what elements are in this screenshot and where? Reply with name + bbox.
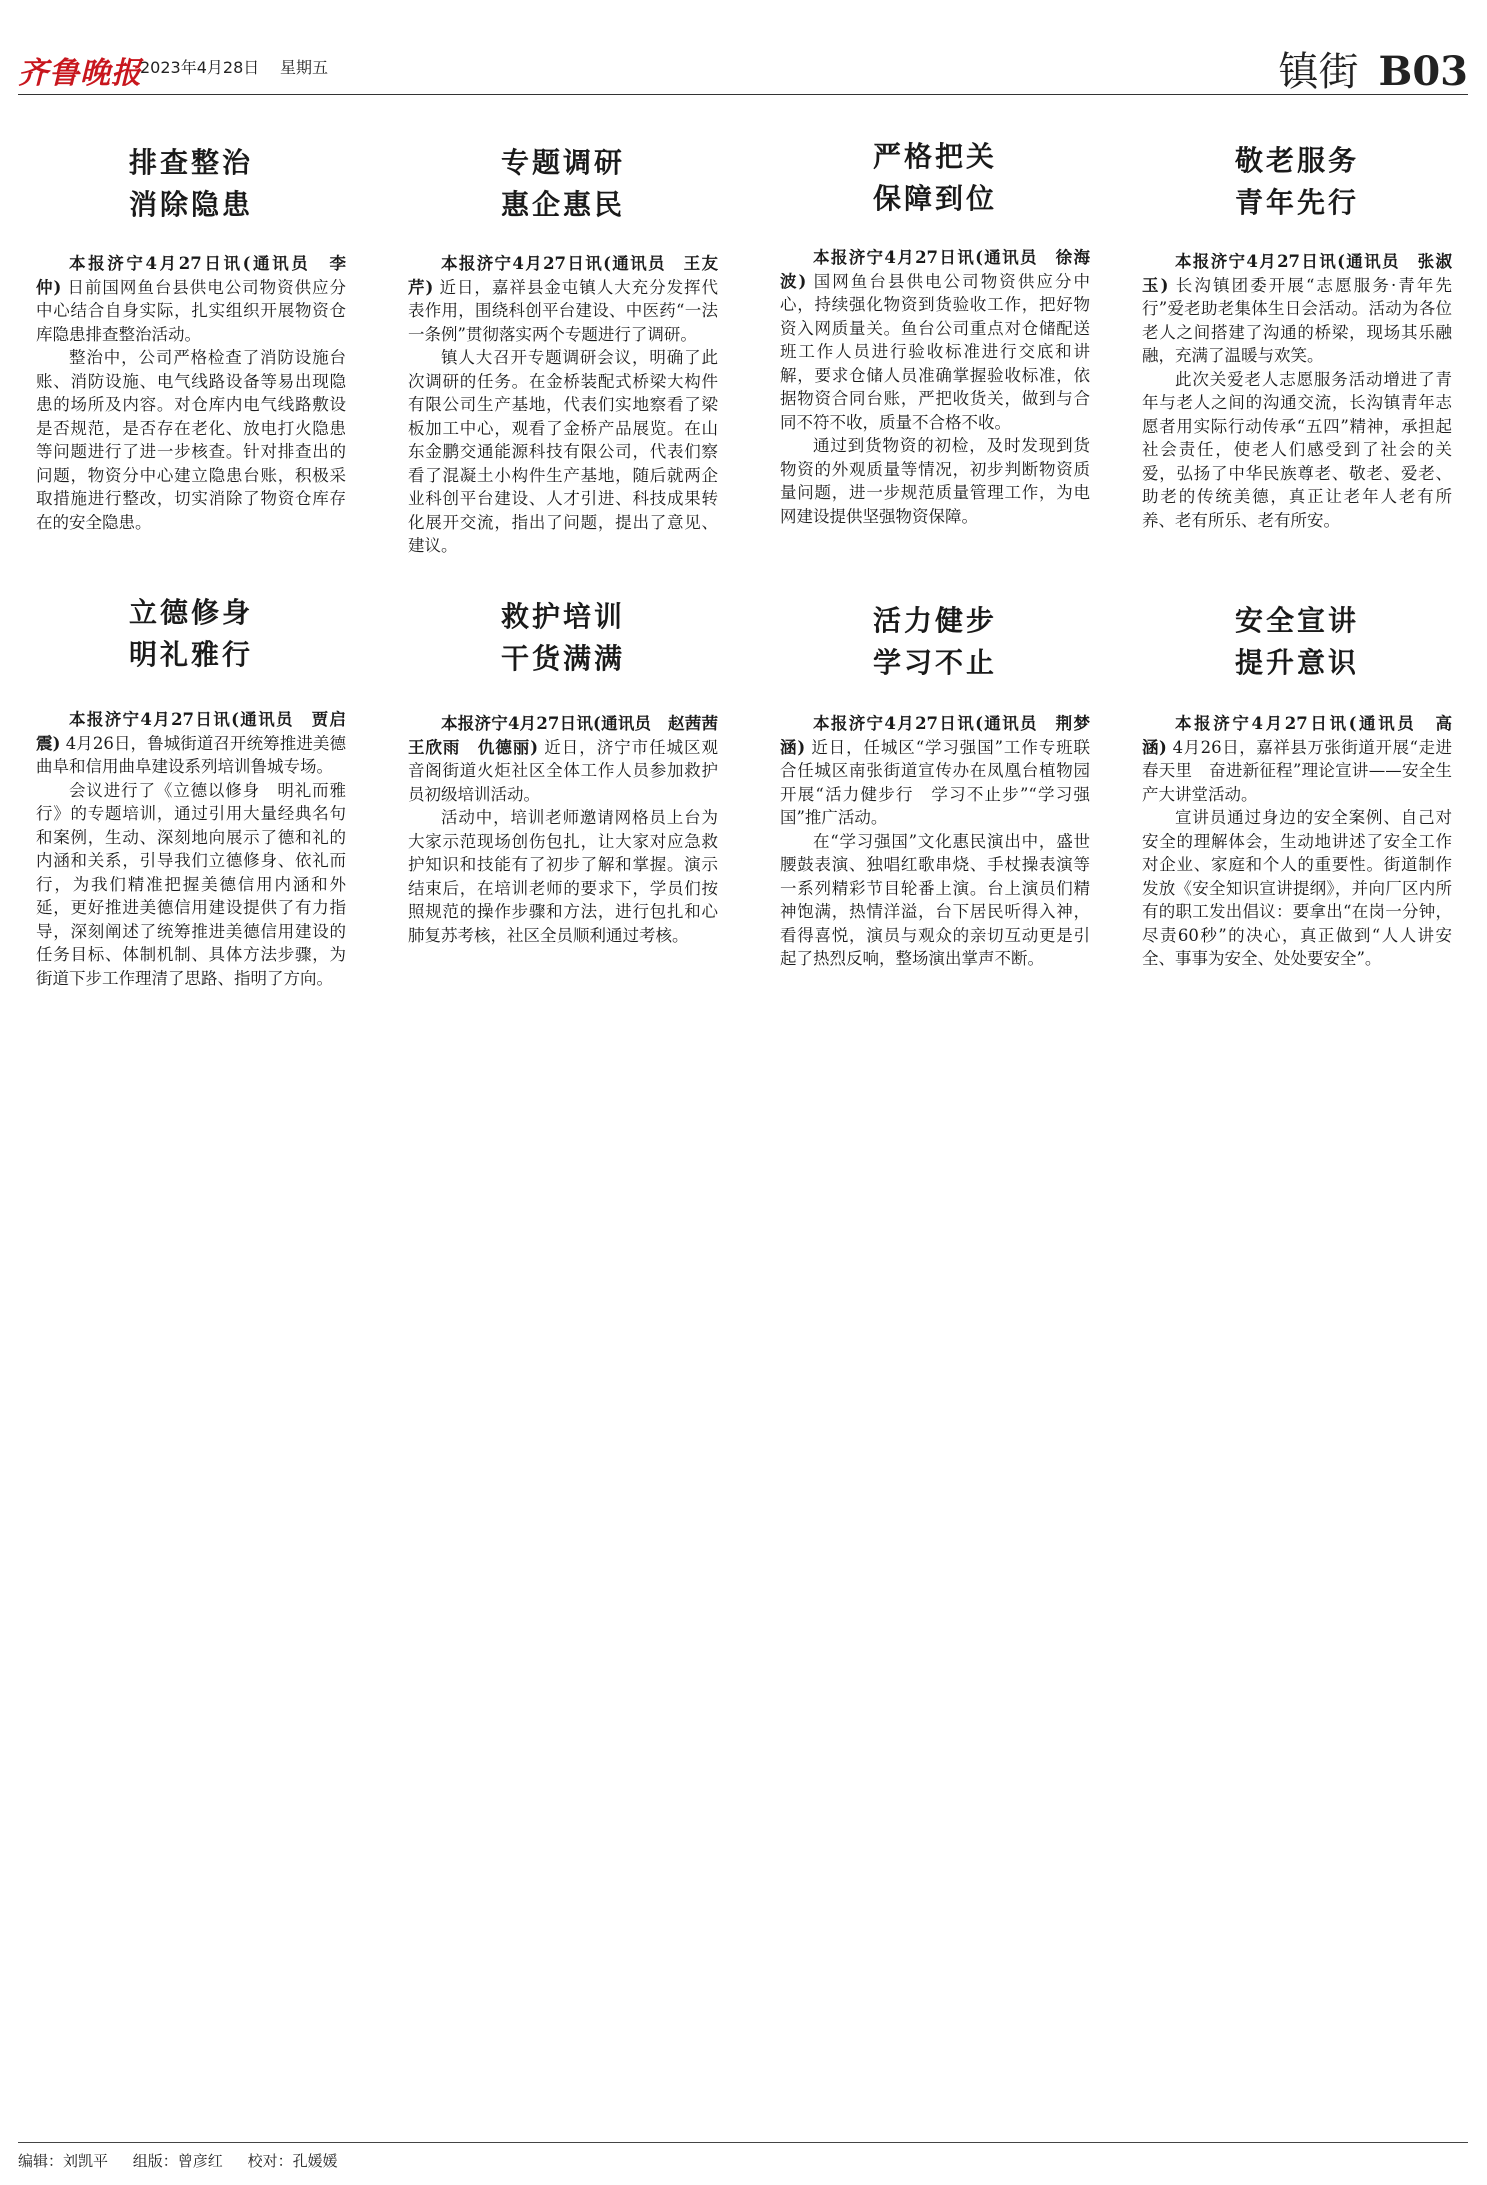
article-title	[1142, 140, 1452, 224]
paragraph: 活动中，培训老师邀请网格员上台为大家示范现场创伤包扎，让大家对应急救护知识和技能有了初步了解和掌握。演示结束后，在培训老师的要求下，学员们按照规范的操作步骤和方法，进行包扎和心肺复苏考核，社区全员顺利通过考核。	[408, 808, 718, 945]
article-body	[1142, 712, 1452, 971]
issue-weekday: 星期五	[280, 58, 329, 77]
article-body	[780, 246, 1090, 528]
title-line-2: 提升意识	[1234, 646, 1359, 679]
title-line-1: 救护培训	[500, 600, 625, 633]
article-body	[1142, 250, 1452, 532]
title-line-2: 学习不止	[872, 646, 997, 679]
dateline: 本报济宁4月27日讯(通讯员 徐海波)	[780, 248, 1090, 291]
title-line-2: 青年先行	[1234, 186, 1359, 219]
article-title	[780, 136, 1090, 220]
article-8	[1142, 600, 1452, 971]
page-code: B03	[1378, 48, 1468, 95]
dateline: 本报济宁4月27日讯(通讯员 王友芹)	[408, 254, 718, 297]
title-line-1: 活力健步	[872, 604, 997, 637]
dateline: 本报济宁4月27日讯(通讯员 贾启震)	[36, 710, 346, 753]
newspaper-logo: 齐鲁晚报	[18, 56, 142, 91]
paragraph: 整治中，公司严格检查了消防设施台账、消防设施、电气线路设备等易出现隐患的场所及内容。对仓库内电气线路敷设是否规范，是否存在老化、放电打火隐患等问题进行了进一步核查。针对排查出的问题，物资分中心建立隐患台账，积极采取措施进行整改，切实消除了物资仓库存在的安全隐患。	[36, 348, 346, 532]
article-body	[36, 252, 346, 534]
article-7	[780, 600, 1090, 971]
article-body	[408, 252, 718, 558]
paragraph: 镇人大召开专题调研会议，明确了此次调研的任务。在金桥装配式桥梁大构件有限公司生产基地，代表们实地察看了梁板加工中心，观看了金桥产品展览。在山东金鹏交通能源科技有限公司，代表们察看了混凝土小构件生产基地，随后就两企业科创平台建设、人才引进、科技成果转化展开交流，指出了问题，提出了意见、建议。	[408, 348, 718, 555]
title-line-1: 专题调研	[500, 146, 625, 179]
dateline: 本报济宁4月27日讯(通讯员 赵茜茜 王欣雨 仇德丽)	[408, 714, 735, 757]
article-4	[1142, 140, 1452, 532]
paragraph: 4月26日，嘉祥县万张街道开展“走进春天里 奋进新征程”理论宣讲——安全生产大讲堂活动。	[1142, 737, 1452, 804]
title-line-2: 消除隐患	[128, 188, 253, 221]
title-line-1: 严格把关	[872, 140, 997, 173]
title-line-2: 惠企惠民	[500, 188, 625, 221]
article-title	[780, 600, 1090, 684]
header-divider	[18, 94, 1468, 95]
paragraph: 宣讲员通过身边的安全案例、自己对安全的理解体会，生动地讲述了安全工作对企业、家庭和个人的重要性。街道制作发放《安全知识宣讲提纲》，并向厂区内所有的职工发出倡议：要拿出“在岗一分钟，尽责60秒”的决心，真正做到“人人讲安全、事事为安全、处处要安全”。	[1142, 808, 1452, 968]
article-title	[408, 596, 718, 680]
article-5	[36, 592, 346, 990]
article-title	[1142, 600, 1452, 684]
title-line-1: 敬老服务	[1234, 144, 1359, 177]
dateline: 本报济宁4月27日讯(通讯员 荆梦涵)	[780, 714, 1090, 757]
paragraph: 长沟镇团委开展“志愿服务·青年先行”爱老助老集体生日会活动。活动为各位老人之间搭建了沟通的桥梁，现场其乐融融，充满了温暖与欢笑。	[1142, 275, 1453, 365]
title-line-2: 干货满满	[500, 642, 625, 675]
proof-credit: 校对：孔媛媛	[247, 2152, 338, 2170]
title-line-1: 立德修身	[128, 596, 253, 629]
article-body	[36, 708, 346, 990]
paragraph: 近日，嘉祥县金屯镇人大充分发挥代表作用，围绕科创平台建设、中医药“一法一条例”贯彻落实两个专题进行了调研。	[408, 277, 719, 344]
dateline: 本报济宁4月27日讯(通讯员 李仲)	[36, 254, 346, 297]
article-title	[36, 592, 346, 676]
article-2	[408, 142, 718, 558]
article-3	[780, 136, 1090, 528]
title-line-1: 排查整治	[128, 146, 253, 179]
dateline: 本报济宁4月27日讯(通讯员 张淑玉)	[1142, 252, 1452, 295]
article-title	[36, 142, 346, 226]
title-line-1: 安全宣讲	[1234, 604, 1359, 637]
article-body	[780, 712, 1090, 971]
article-title	[408, 142, 718, 226]
paragraph: 4月26日，鲁城街道召开统筹推进美德曲阜和信用曲阜建设系列培训鲁城专场。	[36, 733, 346, 776]
footer-divider	[18, 2142, 1468, 2143]
layout-credit: 组版：曾彦红	[132, 2152, 223, 2170]
section-name: 镇街	[1278, 49, 1359, 95]
article-1	[36, 142, 346, 534]
issue-date: 2023年4月28日	[140, 58, 260, 77]
paragraph: 会议进行了《立德以修身 明礼而雅行》的专题培训，通过引用大量经典名句和案例，生动、深刻地向展示了德和礼的内涵和关系，引导我们立德修身、依礼而行，为我们精准把握美德信用内涵和外延，更好推进美德信用建设提供了有力指导，深刻阐述了统筹推进美德信用建设的任务目标、体制机制、具体方法步骤，为街道下步工作理清了思路、指明了方向。	[36, 780, 346, 988]
dateline: 本报济宁4月27日讯(通讯员 高涵)	[1142, 714, 1452, 757]
paragraph: 国网鱼台县供电公司物资供应分中心，持续强化物资到货验收工作，把好物资入网质量关。鱼台公司重点对仓储配送班工作人员进行验收标准进行交底和讲解，要求仓储人员准确掌握验收标准，依据物资合同台账，严把收货关，做到与合同不符不收，质量不合格不收。	[780, 271, 1091, 432]
paragraph: 此次关爱老人志愿服务活动增进了青年与老人之间的沟通交流，长沟镇青年志愿者用实际行动传承“五四”精神，承担起社会责任，使老人们感受到了社会的关爱，弘扬了中华民族尊老、敬老、爱老、助老的传统美德，真正让老年人老有所养、老有所乐、老有所安。	[1142, 369, 1452, 530]
masthead	[18, 40, 1468, 96]
editor-credit: 编辑：刘凯平	[18, 2152, 109, 2170]
credits-footer	[18, 2150, 358, 2171]
paragraph: 日前国网鱼台县供电公司物资供应分中心结合自身实际，扎实组织开展物资仓库隐患排查整治活动。	[36, 277, 347, 344]
article-6	[408, 596, 735, 947]
section-title	[1279, 40, 1468, 97]
title-line-2: 保障到位	[872, 182, 997, 215]
title-line-2: 明礼雅行	[128, 638, 253, 671]
article-body	[408, 712, 735, 947]
paragraph: 近日，济宁市任城区观音阁街道火炬社区全体工作人员参加救护员初级培训活动。	[408, 737, 718, 804]
paragraph: 近日，任城区“学习强国”工作专班联合任城区南张街道宣传办在凤凰台植物园开展“活力健步行 学习不止步”“学习强国”推广活动。	[780, 737, 1090, 827]
paragraph: 通过到货物资的初检，及时发现到货物资的外观质量等情况，初步判断物资质量问题，进一步规范质量管理工作，为电网建设提供坚强物资保障。	[780, 436, 1090, 526]
paragraph: 在“学习强国”文化惠民演出中，盛世腰鼓表演、独唱红歌串烧、手杖操表演等一系列精彩节目轮番上演。台上演员们精神饱满，热情洋溢，台下居民听得入神，看得喜悦，演员与观众的亲切互动更是引起了热烈反响，整场演出掌声不断。	[780, 831, 1090, 968]
